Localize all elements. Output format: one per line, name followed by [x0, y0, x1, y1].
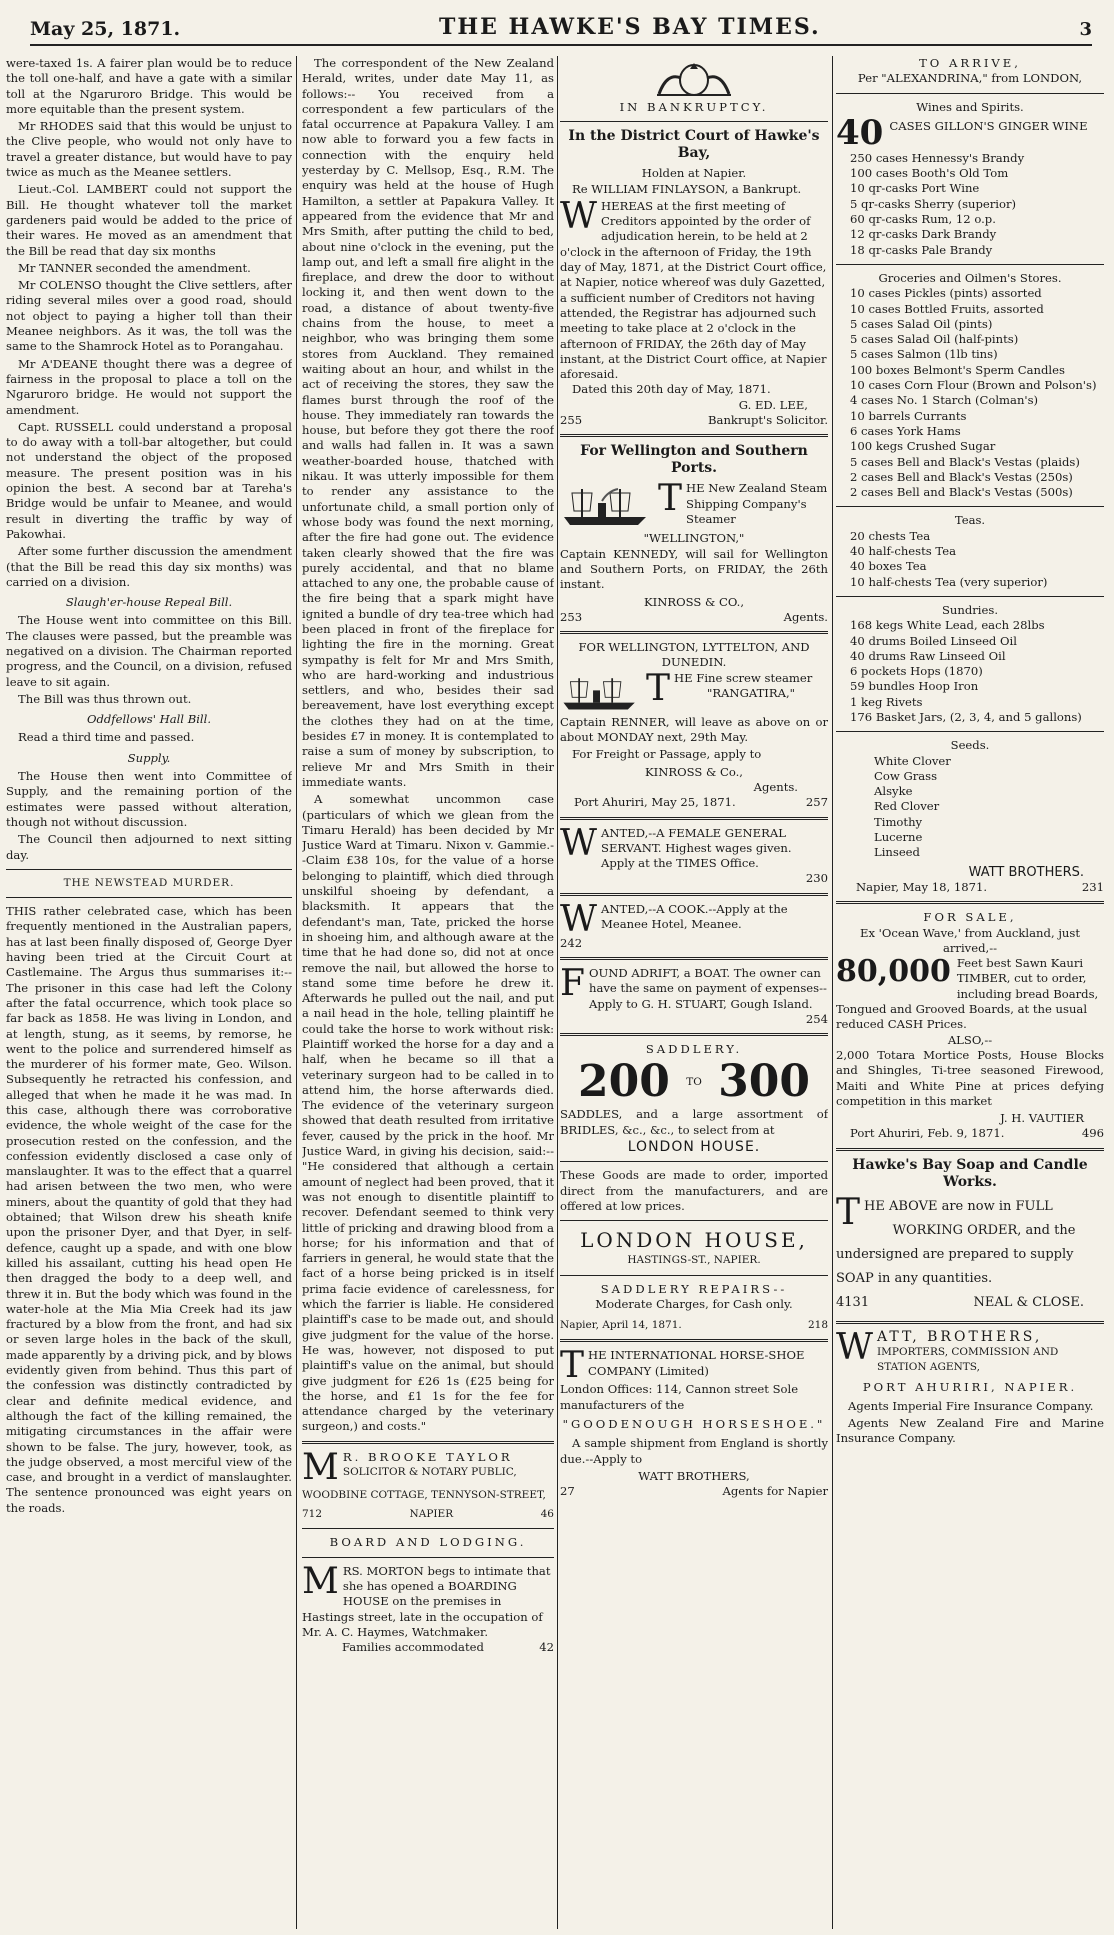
advert-signature: J. H. VAUTIER: [1000, 1111, 1084, 1126]
groceries-list: [836, 286, 1104, 500]
issue-date: May 25, 1871.: [30, 18, 181, 40]
advert-text: Families accommodated: [342, 1640, 484, 1655]
timber-count: 80,000: [836, 954, 951, 990]
list-item: 10 qr-casks Port Wine: [850, 181, 980, 196]
list-item: 40 drums Raw Linseed Oil: [850, 648, 1006, 663]
advert-text: Agents Imperial Fire Insurance Company.: [848, 1398, 1094, 1413]
advert-horseshoe: [560, 1345, 828, 1499]
notice-text: HEREAS at the first meeting of Creditors appointed by the order of adjudication herein, to be held at 2 o'clock in the afternoon of Friday, the 19th day of May, 1871, at the District Court office, at Napier, notice whereof was duly Gazetted, a sufficient number of Creditors not having attended, the Registrar has adjourned such meeting to take place at 2 o'clock in the afternoon of FRIDAY, the 26th day of May instant, at the District Court office, at Napier aforesaid.: [560, 198, 827, 382]
paragraph: Capt. RUSSELL could understand a proposal to do away with a toll-bar altogether, but could not understand the object of the proposed measure. The present position was in his opinion the best. A second bar at Tareha's Bridge would be unfair to Meanee, and would result in diverting the traffic by way of Pakowhai.: [6, 419, 292, 541]
list-item: White Clover: [874, 753, 951, 768]
notice-footer: [560, 413, 828, 428]
list-item: Cow Grass: [874, 768, 938, 783]
advert-signature: WATT BROTHERS.: [968, 864, 1084, 880]
divider: [836, 264, 1104, 265]
ginger-count: 40: [836, 112, 884, 153]
advert-ref: 46: [540, 1508, 554, 1521]
list-item: 4 cases No. 1 Starch (Colman's): [850, 393, 1039, 408]
advert-soap: [836, 1191, 1104, 1315]
advert-date: Napier, May 18, 1871.: [856, 879, 988, 894]
column-2: [302, 56, 554, 1929]
shipping-wellington: [560, 478, 828, 625]
royal-crest-icon: [649, 60, 739, 98]
divider: [302, 1528, 554, 1529]
advert-role: Agents.: [783, 609, 828, 624]
section-heading: Slaugh'er-house Repeal Bill.: [65, 595, 233, 610]
list-item: 2 cases Bell and Black's Vestas (250s): [850, 469, 1073, 484]
advert-footer: [836, 1126, 1104, 1141]
advert-heading: SADDLERY.: [645, 1042, 743, 1057]
divider: [560, 1161, 828, 1162]
list-item: 1 keg Rivets: [850, 694, 923, 709]
bankruptcy-notice: [560, 195, 828, 383]
column-4: [836, 56, 1104, 1929]
drop-cap: T: [836, 1191, 861, 1233]
divider: [836, 596, 1104, 597]
paragraph: The Council then adjourned to next sitting day.: [6, 832, 292, 862]
notice-date: Dated this 20th day of May, 1871.: [572, 382, 771, 397]
list-item: 6 pockets Hops (1870): [850, 664, 983, 679]
paragraph: The House then went into Committee of Supply, and the remaining portion of the estimates were passed without alteration, though not without discussion.: [6, 769, 292, 829]
list-item: 12 qr-casks Dark Brandy: [850, 227, 997, 242]
advert-text: ANTED,--A FEMALE GENERAL SERVANT. Highest wages given. Apply at the TIMES Office.: [601, 825, 792, 871]
list-heading: Sundries.: [941, 602, 999, 617]
shipping-body: Captain KENNEDY, will sail for Wellington and Southern Ports, on FRIDAY, the 26th instant.: [560, 546, 828, 592]
seeds-list: [836, 754, 1104, 861]
advert-text: HE INTERNATIONAL HORSE-SHOE COMPANY (Limited): [588, 1348, 805, 1378]
divider: [560, 121, 828, 122]
divider: [560, 1275, 828, 1276]
advert-role: SOLICITOR & NOTARY PUBLIC,: [342, 1466, 517, 1479]
list-item: Timothy: [874, 814, 923, 829]
store-address: HASTINGS-ST., NAPIER.: [627, 1254, 761, 1267]
ginger-text: CASES GILLON'S GINGER WINE: [889, 118, 1088, 133]
list-item: 5 cases Salad Oil (half-pints): [850, 332, 1019, 347]
advert-agent: WATT BROTHERS,: [638, 1468, 750, 1483]
advert-date: Napier, April 14, 1871.: [560, 1319, 682, 1332]
shipping-body: For Freight or Passage, apply to: [572, 747, 762, 762]
divider: [836, 1148, 1104, 1151]
soap-line: SOAP in any quantities.: [836, 1270, 993, 1286]
advert-role: Agents for Napier: [722, 1484, 828, 1499]
advert-footer: [302, 1507, 554, 1522]
divider: [560, 893, 828, 896]
list-item: 10 cases Pickles (pints) assorted: [850, 286, 1042, 301]
advert-date: Port Ahuriri, Feb. 9, 1871.: [850, 1126, 1005, 1141]
advert-heading: Hawke's Bay Soap and Candle Works.: [852, 1156, 1088, 1190]
paragraph: Lieut.-Col. LAMBERT could not support the Bill. He thought whatever toll the market gardeners paid would be added to the price of their wares. He moved as an amendment that the Bill be read that day six months: [6, 182, 292, 258]
advert-heading: TO ARRIVE,: [919, 56, 1021, 70]
advert-number: 254: [805, 1011, 828, 1026]
advert-text: Agents New Zealand Fire and Marine Insurance Company.: [836, 1416, 1104, 1446]
paragraph: The Bill was thus thrown out.: [18, 691, 192, 706]
list-item: 100 kegs Crushed Sugar: [850, 439, 996, 454]
count-low: 200: [578, 1056, 670, 1108]
advert-footer: [836, 880, 1104, 895]
divider: [836, 1321, 1104, 1324]
advert-text: 2,000 Totara Mortice Posts, House Blocks and Shingles, Ti-tree seasoned Firewood, Maiti and White Pine at prices defying competition in this market: [836, 1047, 1104, 1108]
divider: [6, 897, 292, 898]
advert-heading: SADDLERY REPAIRS--: [600, 1281, 788, 1296]
notice-number: 255: [560, 413, 583, 428]
product-name: "GOODENOUGH HORSESHOE.": [562, 1417, 826, 1432]
ginger-wine-line: [836, 112, 1104, 153]
list-item: 40 boxes Tea: [850, 559, 927, 574]
list-item: Alsyke: [874, 784, 913, 799]
paragraph: Mr TANNER seconded the amendment.: [18, 260, 251, 275]
paragraph: The correspondent of the New Zealand Herald, writes, under date May 11, as follows:-- You received from a correspondent a few particulars of the fatal occurrence at Papakura Valley. I am now able to forward you a few facts in connection with the enquiry held yesterday by C. Mellsop, Esq., R.M. The enquiry was held at the house of Hugh Hamilton, a settler at Papakura Valley. It appeared from the evidence that Mr and Mrs Smith, after putting the child to bed, about nine o'clock in the evening, put the lamp out, and left a small fire alight in the fireplace, and drew the door to without locking it, and then went down to the road, a distance of about twenty-five chains from the house, to meet a neighbor, who was bringing them some stores from Auckland. They remained waiting about an hour, and whilst in the act of receiving the stores, they saw the flames burst through the roof of the house. They immediately ran towards the house, but before they got there the roof and walls had fallen in. It was a sawn weather-boarded house, thatched with nikau. It was utterly impossible for them to render any assistance to the unfortunate child, a small portion only of whose body was found the next morning, after the fire had gone out. The evidence taken clearly showed that the fire was purely accidental, and that no blame attached to any one, the probable cause of the fire being that a spark might have ignited a bundle of dry tea-tree which had been placed in front of the fireplace for lighting the fire in the morning. Great sympathy is felt for Mr and Mrs Smith, who are hard-working and industrious settlers, and who, besides their sad bereavement, have lost everything except the clothes they had on at the time, besides £7 in money. It is contemplated to raise a sum of money by subscription, to relieve Mr and Mrs Smith in their immediate wants.: [302, 56, 554, 789]
shipping-heading: FOR WELLINGTON, LYTTELTON, AND DUNEDIN.: [578, 640, 810, 670]
saddle-count: [560, 1057, 828, 1107]
soap-line: WORKING ORDER, and the: [892, 1222, 1076, 1238]
paragraph: Mr RHODES said that this would be unjust to the Clive people, who would not only have to travel a greater distance, but would have to pay twice as much as the Meanee settlers.: [6, 119, 292, 180]
advert-text: OUND ADRIFT, a BOAT. The owner can have the same on payment of expenses--Apply to G. H. STUART, Gough Island.: [588, 965, 827, 1011]
list-item: 176 Basket Jars, (2, 3, 4, and 5 gallons): [850, 709, 1082, 724]
ship-name: "WELLINGTON,": [643, 531, 745, 546]
steamship-icon: [560, 673, 640, 713]
drop-cap: M: [302, 1446, 339, 1488]
advert-footer: [560, 1484, 828, 1499]
list-item: 5 cases Salmon (1lb tins): [850, 347, 998, 362]
divider: [836, 93, 1104, 94]
advert-number: 242: [560, 935, 583, 950]
shipping-agent: KINROSS & Co.,: [644, 764, 743, 779]
advert-place: PORT AHURIRI, NAPIER.: [862, 1379, 1078, 1394]
court-subheading: Holden at Napier.: [641, 166, 747, 181]
list-item: 18 qr-casks Pale Brandy: [850, 242, 993, 257]
list-item: 250 cases Hennessy's Brandy: [850, 150, 1025, 165]
list-item: 168 kegs White Lead, each 28lbs: [850, 618, 1045, 633]
store-name-large: LONDON HOUSE,: [580, 1228, 808, 1253]
divider: [836, 506, 1104, 507]
shipping-body: Captain RENNER, will leave as above on or about MONDAY next, 29th May.: [560, 714, 828, 745]
divider: [836, 901, 1104, 904]
bankruptcy-title: IN BANKRUPTCY.: [619, 100, 769, 114]
shipping-agent: KINROSS & CO.,: [643, 594, 745, 609]
advert-heading: FOR SALE,: [923, 910, 1017, 925]
advert-number: 257: [805, 795, 828, 810]
divider: [836, 731, 1104, 732]
list-item: 10 barrels Currants: [850, 408, 967, 423]
list-item: Lucerne: [874, 830, 923, 845]
shipping-heading: For Wellington and Southern Ports.: [580, 443, 808, 477]
section-heading: Oddfellows' Hall Bill.: [86, 712, 212, 727]
column-rule: [296, 56, 297, 1929]
list-heading: Teas.: [954, 513, 986, 528]
list-item: 5 cases Bell and Black's Vestas (plaids): [850, 454, 1080, 469]
drop-cap: T: [658, 478, 683, 520]
list-item: 40 drums Boiled Linseed Oil: [850, 633, 1017, 648]
drop-cap: W: [560, 822, 598, 864]
divider: [560, 957, 828, 960]
advert-text: Moderate Charges, for Cash only.: [595, 1296, 793, 1311]
advert-number: 218: [807, 1319, 828, 1332]
list-item: 20 chests Tea: [850, 528, 931, 543]
drop-cap: W: [560, 195, 598, 237]
list-item: 60 qr-casks Rum, 12 o.p.: [850, 212, 996, 227]
bankrupt-name: Re WILLIAM FINLAYSON, a Bankrupt.: [572, 181, 802, 196]
advert-footer: [302, 1640, 554, 1655]
shipping-text: HE New Zealand Steam Shipping Company's Steamer: [686, 481, 828, 526]
paragraph: THIS rather celebrated case, which has been frequently mentioned in the Australian papers, has at last been finally disposed of, George Dyer having been tried at the Circuit Court at Castlemaine. The Argus thus summarises it:-- The prisoner in this case had left the Colony after the fatal occurrence, which took place so far back as 1858. He was living in London, and at length, stung, as it seems, by remorse, he went to the police and surrendered himself as the murderer of his former mate, Geo. Wilson. Subsequently he retracted his confession, and alleged that when he made it he was mad. In this case, although there was corroborative evidence, the whole weight of the case for the prosecution rested on the confession, and the confession evidently disclosed a case only of manslaughter. It was to the effect that a quarrel had arisen between the two men, who were miners, about the quantity of gold that they had obtained; that Wilson drew his sheath knife upon the prisoner Dyer, and that Dyer, in self-defence, caught up a spade, and with one blow killed his assailant, cutting his head open He then dragged the body to a deep well, and threw it in. But the body which was found in the water-hole at the Mia Mia Creek had its jaw fractured by a blow from the front, and had six or seven large holes in the back of the skull, made apparently by a driving pick, and by blows evidently given from behind. Thus this part of the confession was distinctly contradicted by clear and definite medical evidence, and although the fact of the killing remained, the mitigating circumstances in the affair were shown to be false. The jury, however, took, as the judge observed, a most merciful view of the case, and brought in a verdict of manslaughter. The sentence pronounced was eight years on the roads.: [6, 904, 292, 1515]
notice-role: Bankrupt's Solicitor.: [708, 413, 828, 428]
divider: [560, 631, 828, 634]
advert-role: IMPORTERS, COMMISSION AND STATION AGENTS,: [877, 1346, 1059, 1374]
list-item: 40 half-chests Tea: [850, 544, 956, 559]
advert-cook: [560, 898, 828, 951]
divider: [6, 869, 292, 870]
wines-list: [836, 151, 1104, 258]
divider: [560, 1339, 828, 1342]
advert-address: WOODBINE COTTAGE, TENNYSON-STREET,: [302, 1488, 546, 1501]
paragraph: After some further discussion the amendment (that the Bill be read this day six months) was carried on a division.: [6, 544, 292, 589]
advert-female-servant: [560, 822, 828, 887]
drop-cap: W: [560, 898, 598, 940]
teas-list: [836, 529, 1104, 590]
advert-number: 253: [560, 609, 583, 624]
advert-number: 496: [1081, 1126, 1104, 1141]
shipping-text: HE Fine screw steamer: [674, 670, 813, 685]
drop-cap: T: [560, 1345, 585, 1387]
advert-heading: BOARD AND LODGING.: [329, 1535, 527, 1550]
list-item: 100 cases Booth's Old Tom: [850, 166, 1009, 181]
list-heading: Groceries and Oilmen's Stores.: [878, 270, 1062, 285]
court-heading: In the District Court of Hawke's Bay,: [568, 128, 820, 162]
advert-ref: 42: [539, 1640, 554, 1655]
advert-text: ANTED,--A COOK.--Apply at the Meanee Hotel, Meanee.: [601, 901, 788, 931]
shipping-footer: [560, 795, 828, 810]
divider: [302, 1441, 554, 1444]
advert-role: Agents.: [753, 779, 798, 794]
article-heading: THE NEWSTEAD MURDER.: [63, 876, 235, 889]
list-item: 10 cases Corn Flour (Brown and Polson's): [850, 378, 1097, 393]
store-name: LONDON HOUSE.: [627, 1139, 761, 1156]
list-item: 10 cases Bottled Fruits, assorted: [850, 301, 1044, 316]
advert-number: 231: [1081, 879, 1104, 894]
list-item: Red Clover: [874, 799, 940, 814]
advert-text: Feet best Sawn Kauri TIMBER, cut to order, including bread Boards, Tongued and Grooved Boards, at the usual reduced CASH Prices.: [836, 956, 1099, 1032]
advert-footer: [560, 1318, 828, 1333]
list-item: 59 bundles Hoop Iron: [850, 679, 979, 694]
paragraph: were-taxed 1s. A fairer plan would be to reduce the toll one-half, and have a gate with a similar toll at the Ngaruroro Bridge. This would be more equitable than the present system.: [6, 56, 292, 116]
count-to: TO: [686, 1075, 702, 1088]
list-item: 10 half-chests Tea (very superior): [850, 574, 1048, 589]
drop-cap: W: [836, 1326, 874, 1368]
newspaper-title: THE HAWKE'S BAY TIMES.: [438, 14, 821, 40]
advert-also: ALSO,--: [947, 1032, 993, 1047]
divider: [560, 817, 828, 820]
advert-text: A sample shipment from England is shortly due.--Apply to: [560, 1436, 828, 1466]
divider: [560, 1220, 828, 1221]
drop-cap: T: [646, 667, 671, 709]
advert-subheading: Per "ALEXANDRINA," from LONDON,: [857, 71, 1083, 86]
divider: [560, 434, 828, 437]
column-rule: [832, 56, 833, 1929]
shipping-rangatira: [560, 667, 828, 811]
divider: [302, 1557, 554, 1558]
list-item: 5 qr-casks Sherry (superior): [850, 196, 1017, 211]
paragraph: Mr COLENSO thought the Clive settlers, after riding several miles over a good road, should not object to paying a higher toll than their Meanee neighbors. As it was, the toll was the same to the Shamrock Hotel as to Porangahau.: [6, 278, 292, 354]
paragraph: Read a third time and passed.: [18, 730, 195, 745]
ship-name: "RANGATIRA,": [707, 686, 796, 701]
advert-signature: NEAL & CLOSE.: [973, 1294, 1084, 1310]
advert-watt-brothers: [836, 1326, 1104, 1447]
count-high: 300: [718, 1056, 810, 1108]
sundries-list: [836, 618, 1104, 725]
section-heading: Supply.: [127, 750, 171, 765]
advert-taylor: [302, 1446, 554, 1523]
advert-date: Port Ahuriri, May 25, 1871.: [574, 795, 736, 810]
advert-text: These Goods are made to order, imported direct from the manufacturers, and are offered at low prices.: [560, 1168, 828, 1213]
advert-number: 4131: [836, 1294, 870, 1310]
page-number: 3: [1079, 19, 1092, 40]
advert-number: 230: [805, 871, 828, 886]
masthead: [30, 8, 1092, 46]
advert-text: SADDLES, and a large assortment of BRIDLES, &c., &c., to select from at: [560, 1107, 828, 1137]
paragraph: Mr A'DEANE thought there was a degree of fairness in the proposal to place a toll on the Ngaruroro bridge. He would not support the amendment.: [6, 356, 292, 417]
advert-town: NAPIER: [409, 1508, 454, 1521]
list-item: 6 cases York Hams: [850, 423, 961, 438]
advert-text: RS. MORTON begs to intimate that she has opened a BOARDING HOUSE on the premises in Hastings street, late in the occupation of Mr. A. C. Haymes, Watchmaker.: [302, 1563, 551, 1639]
soap-line: HE ABOVE are now in FULL: [864, 1198, 1053, 1214]
advert-number: 712: [302, 1508, 323, 1521]
advert-number: 27: [560, 1484, 575, 1499]
list-item: 2 cases Bell and Black's Vestas (500s): [850, 485, 1073, 500]
advert-name: R. BROOKE TAYLOR: [342, 1449, 513, 1464]
paragraph: The House went into committee on this Bill. The clauses were passed, but the preamble was negatived on a division. The Chairman reported progress, and the Council, on a division, refused leave to sit again.: [6, 613, 292, 689]
advert-text: London Offices: 114, Cannon street Sole manufacturers of the: [560, 1382, 799, 1412]
list-item: Linseed: [874, 845, 920, 860]
list-heading: Seeds.: [950, 738, 990, 753]
advert-subheading: Ex 'Ocean Wave,' from Auckland, just arrived,--: [860, 925, 1080, 955]
list-item: 100 boxes Belmont's Sperm Candles: [850, 362, 1065, 377]
notice-signature: G. ED. LEE,: [738, 397, 808, 412]
column-3: [560, 56, 828, 1929]
soap-line: undersigned are prepared to supply: [836, 1246, 1074, 1262]
list-item: 5 cases Salad Oil (pints): [850, 316, 993, 331]
advert-boat: [560, 962, 828, 1027]
advert-footer: [836, 1291, 1104, 1315]
steamship-icon: [560, 483, 652, 529]
divider: [560, 1033, 828, 1036]
drop-cap: F: [560, 962, 585, 1004]
advert-saddlery: [560, 1042, 828, 1333]
advert-name: ATT, BROTHERS,: [877, 1328, 1043, 1345]
timber-line: [836, 956, 1104, 1032]
shipping-footer: [560, 610, 828, 625]
drop-cap: M: [302, 1560, 339, 1602]
paragraph: A somewhat uncommon case (particulars of which we glean from the Timaru Herald) has been decided by Mr Justice Ward at Timaru. Nixon v. Gammie.--Claim £38 10s, for the value of a horse belonging to plaintiff, which died through unskilful shoeing by defendant, a blacksmith. It appears that the defendant's man, Tate, pricked the horse in shoeing him, and although aware at the time that he had done so, did not at once remove the nail, but allowed the horse to stand some time before he drew it. Afterwards he pulled out the nail, and put a nail head in the hole, telling plaintiff he could take the horse to work without risk: Plaintiff worked the horse for a day and a half, when he became so ill that a veterinary surgeon had to be called in to attend him, the horse afterwards died. The evidence of the veterinary surgeon showed that death resulted from irritative fever, caused by the prick in the hoof. Mr Justice Ward, in giving his decision, said:--"He considered that although a certain amount of neglect had been proved, that it was not enough to disentitle plaintiff to recover. Defendant seemed to think very little of pricking and drawing blood from a horse; for his information and that of farriers in general, he would state that the fact of a horse being pricked is in itself prima facie evidence of carelessness, for which the farrier is liable. He considered plaintiff's case to be made out, and should give judgment for the value of the horse. He was, however, not disposed to put plaintiff's value on the animal, but should give judgment for £26 1s (£25 being for the horse, and £1 1s for the fee for attendance charged by the veterinary surgeon,) and costs.": [302, 792, 554, 1434]
column-1: [6, 56, 292, 1929]
list-heading: Wines and Spirits.: [916, 99, 1024, 114]
advert-board: [302, 1560, 554, 1656]
column-rule: [557, 56, 558, 1929]
